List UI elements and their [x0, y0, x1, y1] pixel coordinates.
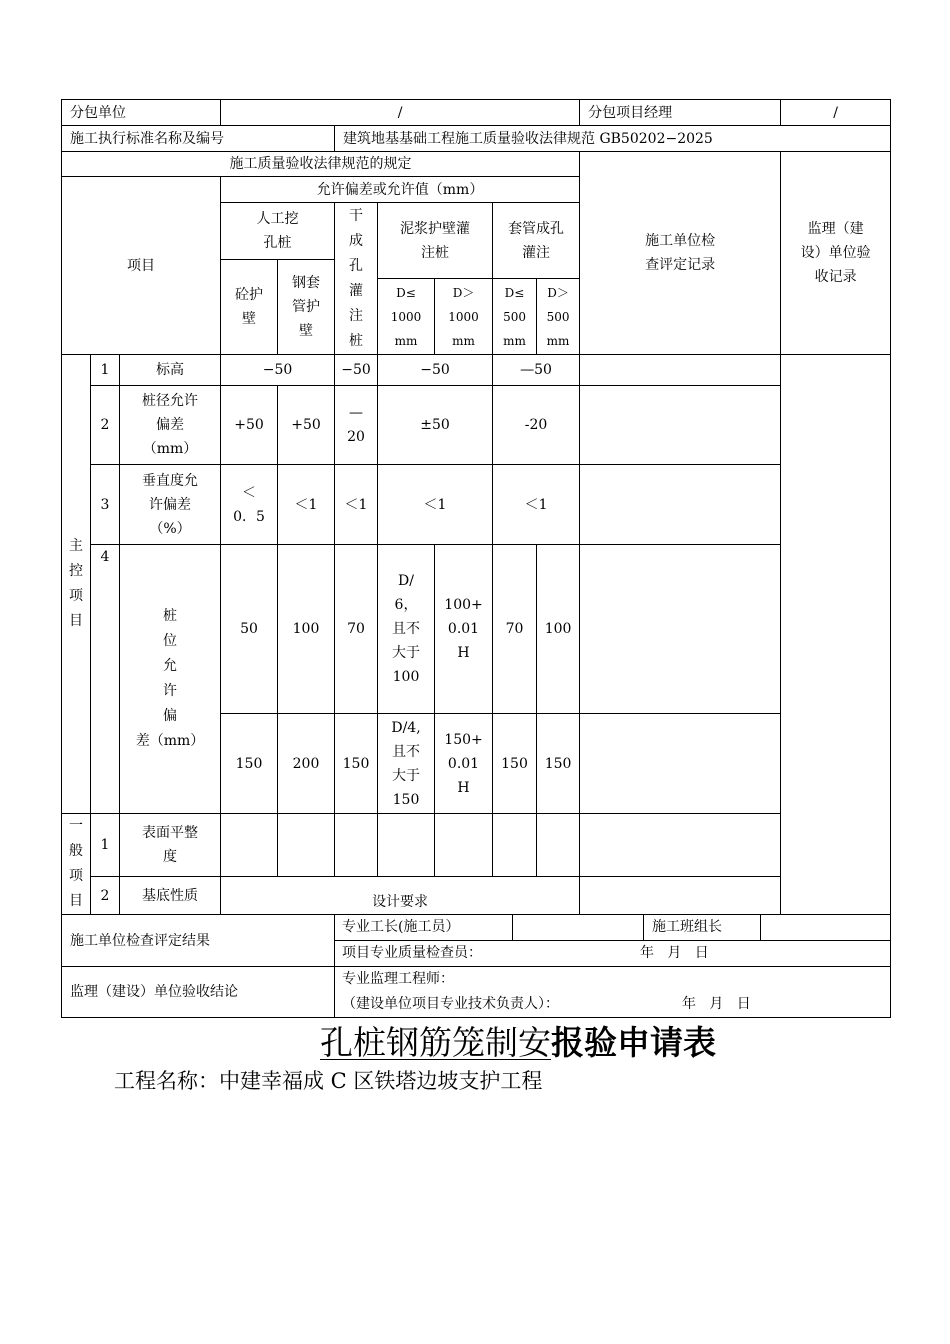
- spec-title: 施工质量验收法律规范的规定: [62, 152, 580, 177]
- position-concrete-a: 50: [221, 545, 278, 714]
- flatness-cell[interactable]: [435, 814, 493, 877]
- form-title: [320, 1020, 716, 1066]
- position-slurry-large-b: 150+ 0.01 H: [435, 714, 493, 814]
- elevation-dry: −50: [335, 355, 378, 386]
- position-slurry-small-b: D/4, 且不 大于 150: [378, 714, 435, 814]
- diameter-steel: +50: [278, 386, 335, 465]
- slurry-pile-header: 泥浆护壁灌 注桩: [378, 203, 493, 279]
- dry-hole-pile-header: 干 成 孔 灌 注 桩: [335, 203, 378, 355]
- project-name-value: 中建幸福成 C 区铁塔边坡支护工程: [219, 1069, 543, 1093]
- construction-record-cell[interactable]: [580, 877, 781, 915]
- verticality-dry: ＜1: [335, 465, 378, 545]
- date-1: 年 月 日: [640, 945, 709, 961]
- elevation-slurry: −50: [378, 355, 493, 386]
- elevation-casing: —50: [493, 355, 580, 386]
- position-slurry-large-a: 100+ 0.01 H: [435, 545, 493, 714]
- flatness-cell[interactable]: [378, 814, 435, 877]
- position-casing-large-b: 150: [537, 714, 580, 814]
- position-dry-b: 150: [335, 714, 378, 814]
- foreman-label: 专业工长(施工员）: [335, 915, 513, 940]
- verticality-slurry: ＜1: [378, 465, 493, 545]
- slurry-large-diameter-header: D＞ 1000 mm: [435, 279, 493, 355]
- project-name: [114, 1066, 542, 1096]
- casing-pile-header: 套管成孔 灌注: [493, 203, 580, 279]
- position-casing-small-a: 70: [493, 545, 537, 714]
- item-header: 项目: [62, 177, 221, 355]
- sub-manager-value: /: [781, 100, 891, 126]
- supervision-record-header: 监理（建 设）单位验 收记录: [781, 152, 891, 355]
- general-items-label: 一 般 项 目: [62, 814, 91, 915]
- diameter-slurry: ±50: [378, 386, 493, 465]
- owner-tech-label: （建设单位项目专业技术负责人）：: [342, 996, 560, 1012]
- sub-manager-label: 分包项目经理: [580, 100, 781, 126]
- construction-record-cell[interactable]: [580, 814, 781, 877]
- allowance-title: 允许偏差或允许值（mm）: [221, 177, 580, 203]
- construction-record-cell[interactable]: [580, 545, 781, 714]
- manual-pile-header: 人工挖 孔桩: [221, 203, 335, 260]
- project-name-label: 工程名称：: [114, 1069, 219, 1093]
- verticality-label: 垂直度允 许偏差 （%）: [120, 465, 221, 545]
- flatness-cell[interactable]: [537, 814, 580, 877]
- diameter-dry: — 20: [335, 386, 378, 465]
- diameter-concrete: +50: [221, 386, 278, 465]
- supervision-record-cell[interactable]: [781, 355, 891, 915]
- flatness-cell[interactable]: [335, 814, 378, 877]
- position-concrete-b: 150: [221, 714, 278, 814]
- diameter-casing: -20: [493, 386, 580, 465]
- position-steel-a: 100: [278, 545, 335, 714]
- row-number: 1: [91, 355, 120, 386]
- steel-wall-header: 钢套 管护 壁: [278, 260, 335, 355]
- construction-record-cell[interactable]: [580, 714, 781, 814]
- sub-unit-value: /: [221, 100, 580, 126]
- concrete-wall-header: 砼护 壁: [221, 260, 278, 355]
- elevation-label: 标高: [120, 355, 221, 386]
- verticality-concrete: ＜ 0．5: [221, 465, 278, 545]
- construction-record-cell[interactable]: [580, 386, 781, 465]
- position-dry-a: 70: [335, 545, 378, 714]
- position-slurry-small-a: D/ 6， 且不 大于 100: [378, 545, 435, 714]
- foundation-property-label: 基底性质: [120, 877, 221, 915]
- date-2: 年 月 日: [682, 996, 751, 1012]
- team-leader-label: 施工班组长: [644, 915, 761, 940]
- supervision-conclusion-cell: [335, 967, 891, 1018]
- slurry-small-diameter-header: D≤ 1000 mm: [378, 279, 435, 355]
- foreman-field[interactable]: [513, 915, 644, 940]
- position-casing-large-a: 100: [537, 545, 580, 714]
- construction-record-cell[interactable]: [580, 465, 781, 545]
- position-steel-b: 200: [278, 714, 335, 814]
- casing-small-diameter-header: D≤ 500 mm: [493, 279, 537, 355]
- flatness-cell[interactable]: [493, 814, 537, 877]
- verticality-casing: ＜1: [493, 465, 580, 545]
- supervisor-label: 专业监理工程师：: [342, 971, 455, 987]
- flatness-cell[interactable]: [221, 814, 278, 877]
- standard-label: 施工执行标准名称及编号: [62, 126, 335, 152]
- surface-flatness-label: 表面平整 度: [120, 814, 221, 877]
- row-number: 2: [91, 877, 120, 915]
- elevation-manual: −50: [221, 355, 335, 386]
- verticality-steel: ＜1: [278, 465, 335, 545]
- supervision-conclusion-label: 监理（建设）单位验收结论: [62, 967, 335, 1018]
- row-number: 2: [91, 386, 120, 465]
- standard-value: 建筑地基基础工程施工质量验收法律规范 GB50202−2025: [335, 126, 891, 152]
- flatness-cell[interactable]: [278, 814, 335, 877]
- form-title-underlined: 孔桩钢筋笼制安: [320, 1023, 551, 1062]
- foundation-property-value: 设计要求: [221, 877, 580, 915]
- construction-record-cell[interactable]: [580, 355, 781, 386]
- main-control-label: 主 控 项 目: [62, 355, 91, 814]
- construction-result-cell: [335, 915, 891, 967]
- row-number: 3: [91, 465, 120, 545]
- team-leader-field[interactable]: [761, 915, 890, 940]
- construction-result-label: 施工单位检查评定结果: [62, 915, 335, 967]
- row-number: 1: [91, 814, 120, 877]
- diameter-deviation-label: 桩径允许 偏差 （mm）: [120, 386, 221, 465]
- form-title-bold: 报验申请表: [551, 1023, 716, 1062]
- sub-unit-label: 分包单位: [62, 100, 221, 126]
- quality-inspector-label: 项目专业质量检查员：: [342, 945, 483, 961]
- casing-large-diameter-header: D＞ 500 mm: [537, 279, 580, 355]
- construction-record-header: 施工单位检 查评定记录: [580, 152, 781, 355]
- position-deviation-label: 桩 位 允 许 偏 差（mm）: [120, 545, 221, 814]
- inspection-form-table: [61, 99, 891, 1018]
- row-number: 4: [91, 545, 120, 814]
- position-casing-small-b: 150: [493, 714, 537, 814]
